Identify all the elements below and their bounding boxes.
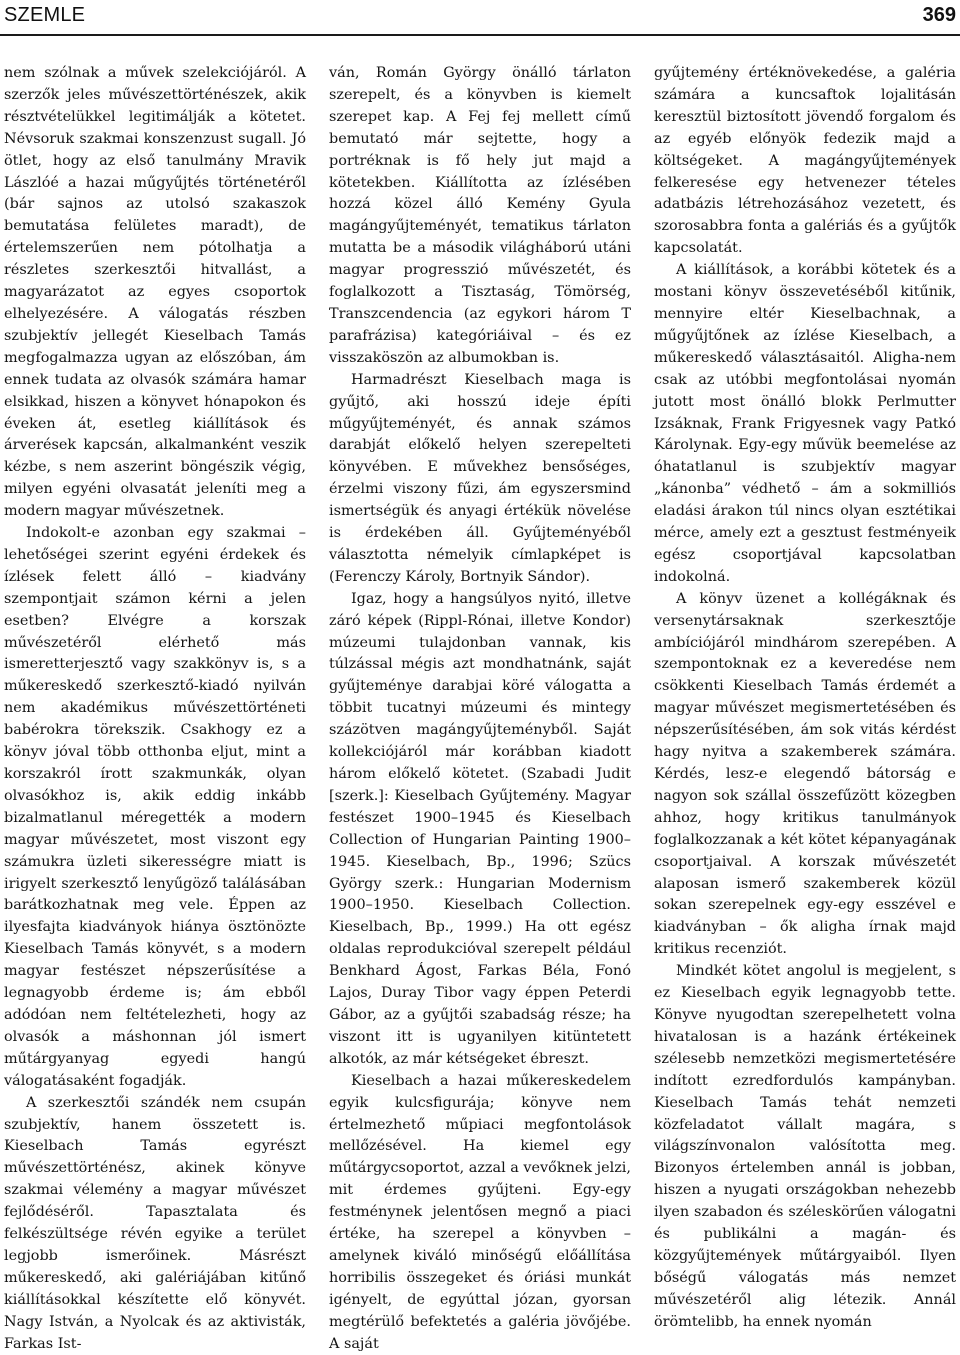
paragraph: Igaz, hogy a hangsúlyos nyitó, illetve záró képek (Rippl-Rónai, illetve Kondor) múzeumi tulajdonban vannak, kis túlzással mégis azt mondhatnánk, saját gyűjteménye darabjai köré válogatta a többit tucatnyi múzeumi és mintegy százötven magángyűjteményből. Saját kollekciójáról már korábban kiadott három előkelő kötetet. (Szabadi Judit [szerk.]: Kieselbach Gyűjtemény. Magyar festészet 1900–1945 és Kieselbach Collection of Hungarian Painting 1900–1945. Kieselbach, Bp., 1996; Szücs György szerk.: Hungarian Modernism 1900–1950. Kieselbach Collection. Kieselbach, Bp., 1999.) Ha ott egész oldalas reprodukcióval szerepelt például Benkhard Ágost, Farkas Béla, Fonó Lajos, Duray Tibor vagy éppen Peterdi Gábor, az a gyűjtői szabadság része; ha viszont itt is ugyanilyen kitüntetett alkotók, az már kétségeket ébreszt. (329, 590, 631, 1067)
text-column-3 (654, 63, 956, 1334)
paragraph: A könyv üzenet a kollégáknak és versenytársaknak szerkesztője ambíciójáról mindhárom szerepében. A szempontoknak ez a keveredése nem csökkenti Kieselbach Tamás érdemét a magyar művészet megismertetésében és népszerűsítésében, ám sok vitás kérdést hagy nyitva a szakemberek számára. Kérdés, lesz-e elegendő bátorság e nagyon sok szállal összefűzött közegben ahhoz, hogy kritikus tanulmányok foglalkozzanak a két kötet képanyagának csoportjaival. A korszak művészetét alaposan ismerő szakemberek közül sokan szerepelnek egy-egy esszével e kiadványban – ők aligha írnak majd kritikus recenziót. (654, 590, 956, 958)
paragraph: ván, Román György önálló tárlaton szerepelt, és a könyvben is kiemelt szerepet kap. A Fej fej mellett című bemutató már sejtette, hogy a portréknak is fő hely jut majd a kötetekben. Kiállította az ízlésében hozzá közel álló Kemény Gyula magángyűjteményét, tematikus tárlaton mutatta be a második világháború utáni magyar progresszió művészetét, és foglalkozott a Tisztaság, Tömörség, Transzcendencia (az egykori három T parafrázisa) kategóriáival – és ez visszaköszön az albumokban is. (329, 65, 631, 366)
paragraph: Indokolt-e azonban egy szakmai – lehetőségei szerint egyéni érdekek és ízlések felett álló – kiadvány szempontjait számon kérni a jelen esetben? Elvégre a korszak művészetéről elérhető más ismeretterjesztő vagy szakkönyv is, s a műkereskedő szerkesztő-kiadó nyilván nem akadémikus művészettörténeti babérokra törekszik. Csakhogy ez a könyv jóval több otthonba eljut, mint a korszakról írott szakmunkák, olyan olvasókhoz is, akik eddig inkább bizalmatlanul méregették a modern magyar művészetet, most viszont egy számukra üzleti sikerességre miatt is irigyelt szerkesztő lenyűgöző találásában barátkozhatnak meg vele. Éppen az ilyesfajta kiadványok hiánya ösztönözte Kieselbach Tamás könyvét, s a modern magyar festészet népszerűsítése a legnagyobb érdeme is; ám ebből adódóan nem feltételezheti, hogy az olvasók a máshonnan jól ismert műtárgyanyag egyedi hangú válogatásaként fogadják. (4, 525, 306, 1089)
section-title: SZEMLE (4, 4, 86, 26)
paragraph: A kiállítások, a korábbi kötetek és a mostani könyv összevetéséből kitűnik, mennyire eltér Kieselbachnak, a műgyűjtőnek az ízlése Kieselbach, a műkereskedő választásaitól. Aligha-nem csak az utóbbi megfontolásai nyomán jutott most önálló blokk Perlmutter Izsáknak, Frank Frigyesnek vagy Patkó Károlynak. Egy-egy művük beemelése az óhatatlanul is szubjektív magyar „kánonba” védhető – ám a sokmilliós eladási árakon túl nincs olyan esztétikai mérce, amely ezt a gesztust festményeik egész csoportjával kapcsolatban indokolná. (654, 262, 956, 585)
page-number: 369 (922, 4, 956, 26)
paragraph: Kieselbach a hazai műkereskedelem egyik kulcsfigurája; könyve nem értelmezhető műpiaci megfontolások mellőzésével. Ha kiemel egy műtárgycsoportot, azzal a vevőknek jelzi, mit érdemes gyűjteni. Egy-egy festménynek jelentősen megnő a piaci értéke, ha szerepel a könyvben – amelynek kiváló minőségű előállítása horribilis összegeket és óriási munkát igényelt, de egyúttal józan, gyorsan megtérülő befektetés a galéria jövőjébe. A saját (329, 1072, 631, 1352)
paragraph: nem szólnak a művek szelekciójáról. A szerzők jeles művészettörténészek, akik résztvételükkel legitimálják a kötetet. Névsoruk szakmai konszenzust sugall. Jó ötlet, hogy az első tanulmány Mravik Lászlóé a hazai műgyűjtés történetéről (bár sajnos az utolsó szakaszok bemutatása felületes maradt), de értelemszerűen nem pótolhatja a részletes szerkesztői hitvallást, a magyarázatot az egyes csoportok elhelyezésére. A válogatás részben szubjektív jellegét Kieselbach Tamás megfogalmazza ugyan az előszóban, ám ennek tudata az olvasók számára hamar elsikkad, hiszen a könyvet hónapokon és éveken át, esetleg kiállítások és árverések kapcsán, alkalmanként veszik kézbe, s nem aszerint böngészik végig, milyen egyéni olvasatát jeleníti meg a modern magyar művészetnek. (4, 65, 306, 520)
text-column-1 (4, 63, 306, 1355)
running-header (0, 0, 960, 36)
text-column-2 (329, 63, 631, 1355)
paragraph: Harmadrészt Kieselbach maga is gyűjtő, aki hosszú ideje építi műgyűjteményét, és annak számos darabját előkelő helyen szerepelteti könyvében. E művekhez bensőséges, érzelmi viszony fűzi, ám egyszersmind ismertségük és anyagi értékük növelése is érdekében áll. Gyűjteményéből választotta némelyik címlapképet is (Ferenczy Károly, Bortnyik Sándor). (329, 371, 631, 585)
paragraph: Mindkét kötet angolul is megjelent, s ez Kieselbach egyik legnagyobb tette. Könyve nyugodtan szerepelhetett volna hivatalosan is a hazánk értékeinek szélesebb nemzetközi megismertetésére indított ezredfordulós kampányban. Kieselbach Tamás tehát nemzeti közfeladatot vállalt magára, s világszínvonalon valósította meg. Bizonyos értelemben annál is jobban, hiszen a nyugati országokban nehezebb ilyen szabadon és széleskörűen válogatni és publikálni a magán- és közgyűjtemények műtárgyaiból. Ilyen bőségű válogatás más nemzet művészetéről alig létezik. Annál örömtelibb, ha ennek nyomán (654, 963, 956, 1330)
paragraph: gyűjtemény értéknövekedése, a galéria számára a kuncsaftok lojalitásán keresztül biztosított jövendő forgalom és az egyéb előnyök fedezik majd a költségeket. A magángyűjtemények felkeresése egy hetvenezer tételes adatbázis létrehozásához vezetett, és szorosabbra fonta a galériás és a gyűjtők kapcsolatát. (654, 65, 956, 257)
paragraph: A szerkesztői szándék nem csupán szubjektív, hanem összetett is. Kieselbach Tamás egyrészt művészettörténész, akinek könyve szakmai vélemény a magyar művészet fejlődéséről. Tapasztalata és felkészültsége révén egyike a terület legjobb ismerőinek. Másrészt műkereskedő, aki galériájában kitűnő kiállításokkal készítette elő könyvét. Nagy István, a Nyolcak és az aktivisták, Farkas Ist- (4, 1094, 306, 1352)
